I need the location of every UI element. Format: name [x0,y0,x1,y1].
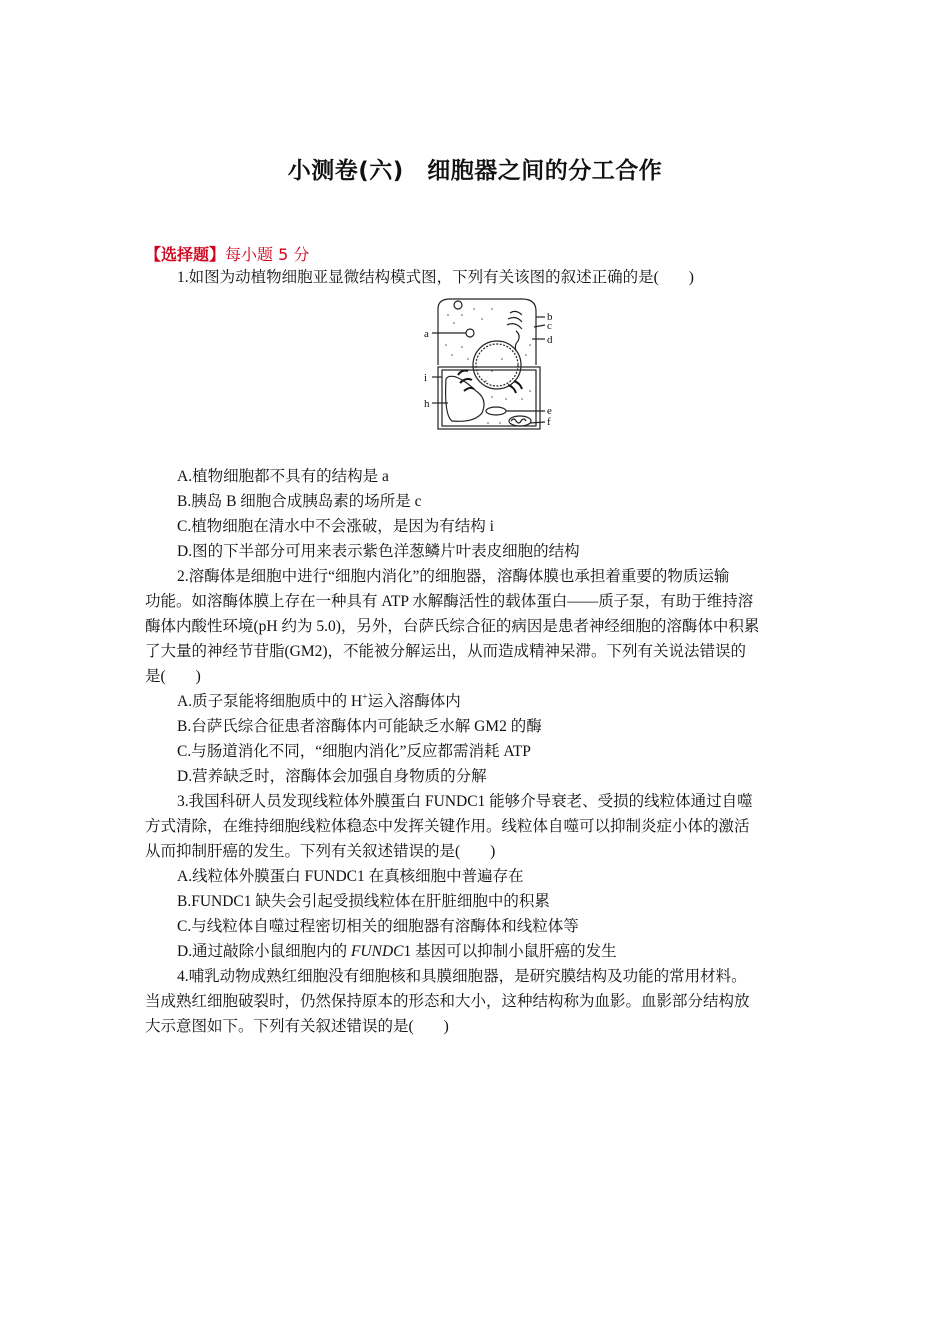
figure-label-b: b [547,311,553,323]
q1-option-d: D.图的下半部分可用来表示紫色洋葱鳞片叶表皮细胞的结构 [177,543,580,560]
mitochondrion-cristae [511,419,526,423]
q3-stem-line-3 [145,839,807,864]
question-1-stem-text: 1.如图为动植物细胞亚显微结构模式图，下列有关该图的叙述正确的是( [177,269,659,286]
q3-option-d-gene: FUNDC [350,943,404,960]
figure-label-h: h [424,398,430,410]
section-points: 每小题 5 分 [225,245,310,264]
q3-paren-close: ) [490,843,496,860]
q2-paren-close: ) [195,668,201,685]
centrosome [466,329,474,337]
q3-option-d [177,939,839,964]
q3-stem-last-text: 从而抑制肝癌的发生。下列有关叙述错误的是( [145,843,461,860]
q2-stem-line-3: 酶体内酸性环境(pH 约为 5.0)，另外，台萨氏综合征的病因是患者神经细胞的溶酶体中积累 [145,618,760,635]
golgi-apparatus [507,311,522,329]
q3-option-a: A.线粒体外膜蛋白 FUNDC1 在真核细胞中普遍存在 [177,868,524,885]
q2-stem-line-2: 功能。如溶酶体膜上存在一种具有 ATP 水解酶活性的载体蛋白——质子泵，有助于维持溶 [145,593,754,610]
question-1-options [145,464,839,564]
q3-option-d-pre: D.通过敲除小鼠细胞内的 [177,943,351,960]
q2-option-d: D.营养缺乏时，溶酶体会加强自身物质的分解 [177,768,487,785]
chloroplast [486,407,506,415]
q3-stem-line-1: 3.我国科研人员发现线粒体外膜蛋白 FUNDC1 能够介导衰老、受损的线粒体通过自噬 [177,793,753,810]
q4-stem-line-2: 当成熟红细胞破裂时，仍然保持原本的形态和大小，这种结构称为血影。血影部分结构放 [145,993,750,1010]
section-label: 【选择题】 [145,245,226,264]
figure-label-a: a [424,328,429,340]
question-1-stem [145,265,807,290]
q2-option-a-sup: + [362,691,368,703]
q4-stem-line-3 [145,1014,807,1039]
endoplasmic-reticulum [515,331,519,351]
question-3-stem [145,789,807,864]
q3-option-b: B.FUNDC1 缺失会引起受损线粒体在肝脏细胞中的积累 [177,893,550,910]
figure-label-e: e [547,405,552,417]
q2-stem-line-1: 2.溶酶体是细胞中进行“细胞内消化”的细胞器，溶酶体膜也承担着重要的物质运输 [177,568,730,585]
question-3-options [145,864,839,964]
vacuole [446,376,484,421]
question-1-paren-close: ) [688,269,694,286]
q2-option-c: C.与肠道消化不同，“细胞内消化”反应都需消耗 ATP [177,743,531,760]
q4-paren-close: ) [443,1018,449,1035]
q2-stem-line-5 [145,664,807,689]
q2-option-a-post: 运入溶酶体内 [367,693,461,710]
vesicle [454,301,462,309]
q3-stem-line-2: 方式清除，在维持细胞线粒体稳态中发挥关键作用。线粒体自噬可以抑制炎症小体的激活 [145,818,750,835]
q2-option-b: B.台萨氏综合征患者溶酶体内可能缺乏水解 GM2 的酶 [177,718,542,735]
question-2-options [145,689,839,789]
rough-er [458,371,474,392]
cell-structure-diagram [422,295,557,437]
nuclear-envelope [476,344,518,386]
q2-option-a-pre: A.质子泵能将细胞质中的 H [177,693,363,710]
page-title: 小测卷(六) 细胞器之间的分工合作 [287,158,663,184]
plant-cell-wall-inner [442,370,536,426]
question-4-stem [145,964,807,1039]
q2-option-a [177,689,839,714]
q3-option-d-post: 1 基因可以抑制小鼠肝癌的发生 [403,943,617,960]
mitochondrion [509,416,531,426]
rough-er-2 [508,381,522,393]
q4-stem-line-1: 4.哺乳动物成熟红细胞没有细胞核和具膜细胞器，是研究膜结构及功能的常用材料。 [177,968,747,985]
q1-option-b: B.胰岛 B 细胞合成胰岛素的场所是 c [177,493,422,510]
figure-label-c: c [547,320,552,332]
q2-stem-line-4: 了大量的神经节苷脂(GM2)，不能被分解运出，从而造成精神呆滞。下列有关说法错误的 [145,643,747,660]
figure-label-d: d [547,334,553,346]
q3-option-c: C.与线粒体自噬过程密切相关的细胞器有溶酶体和线粒体等 [177,918,579,935]
q2-stem-last-text: 是( [145,668,166,685]
question-2-stem [145,564,807,689]
section-heading [145,242,309,265]
q4-stem-last-text: 大示意图如下。下列有关叙述错误的是( [145,1018,414,1035]
q1-option-a: A.植物细胞都不具有的结构是 a [177,468,389,485]
q1-option-c: C.植物细胞在清水中不会涨破，是因为有结构 i [177,518,494,535]
figure-label-f: f [547,416,551,428]
figure-label-i: i [424,372,428,384]
